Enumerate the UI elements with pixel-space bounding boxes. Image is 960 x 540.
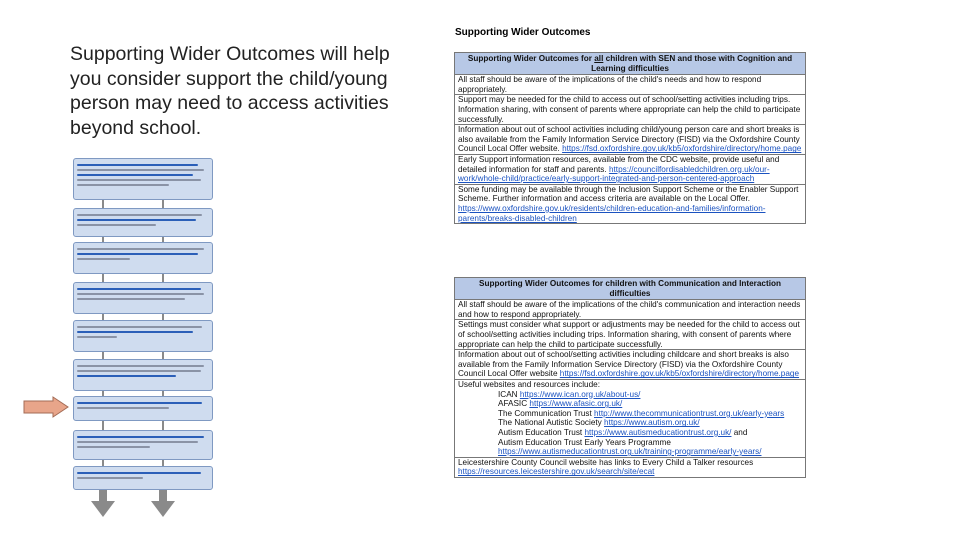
fisd-link[interactable]: https://fsd.oxfordshire.gov.uk/kb5/oxfordshire/directory/home.page <box>559 369 800 379</box>
intro-text: Supporting Wider Outcomes will help you consider support the child/young person may need to access activities beyond school. <box>70 43 390 139</box>
aet-early-years-link[interactable]: https://www.autismeducationtrust.org.uk/training-programme/early-years/ <box>498 447 762 457</box>
leicestershire-link[interactable]: https://resources.leicestershire.gov.uk/search/site/ecat <box>458 467 655 477</box>
table-row: Leicestershire County Council website has links to Every Child a Talker resources https://resources.leicestershire.gov.uk/search/site/ecat <box>455 457 806 477</box>
document-heading: Supporting Wider Outcomes <box>455 27 591 38</box>
flow-step <box>73 359 213 391</box>
table-row: Information about out of school/setting activities including childcare and short breaks is also available from the Family Information Service Directory (FISD) via the Oxfordshire County Council Local Offer website https://fsd.oxfordshire.gov.uk/kb5/oxfordshire/directory/home.page <box>455 350 806 380</box>
table-row: All staff should be aware of the implications of the child's needs and how to respond appropriately. <box>455 75 806 95</box>
table-row: Useful websites and resources include: ICAN https://www.ican.org.uk/about-us/ AFASIC https://www.afasic.org.uk/ The Communication Trust http://www.thecommunicationtrust.org.uk/early-years The National Autistic Society https://www.autism.org.uk/ Autism Education Trust https://www.autismeducationtrust.org.uk/ and Autism Education Trust Early Years Programme https://www.autismeducationtrust.org.uk/training-programme/early-years/ <box>455 379 806 457</box>
resource-item: Autism Education Trust Early Years Programme https://www.autismeducationtrust.org.uk/training-programme/early-years/ <box>498 437 762 457</box>
communication-interaction-table <box>454 277 806 478</box>
table-row: Information about out of school activities including child/young person care and short breaks is also available from the Family Information Service Directory (FISD) via the Oxfordshire County Council Local Offer website. https://fsd.oxfordshire.gov.uk/kb5/oxfordshire/directory/home.page <box>455 125 806 155</box>
flow-step <box>73 158 213 200</box>
table-header: Supporting Wider Outcomes for children with Communication and Interaction difficulties <box>455 278 806 300</box>
resource-item: AFASIC https://www.afasic.org.uk/ <box>498 399 623 409</box>
table-row: Early Support information resources, available from the CDC website, provide useful and detailed information for staff and parents. https://councilfordisabledchildren.org.uk/our-work/whole-child/practice/early-support-integrated-and-person-centered-approach <box>455 154 806 184</box>
table-row: Settings must consider what support or adjustments may be needed for the child to access out of school/setting activities including trips. Information sharing, with consent of parents where appropriate can help the child to participate successfully. <box>455 320 806 350</box>
autism-education-trust-link[interactable]: https://www.autismeducationtrust.org.uk/ <box>584 427 732 437</box>
afasic-link[interactable]: https://www.afasic.org.uk/ <box>529 399 623 409</box>
flow-step <box>73 320 213 352</box>
ican-link[interactable]: https://www.ican.org.uk/about-us/ <box>519 389 641 399</box>
local-offer-link[interactable]: https://www.oxfordshire.gov.uk/residents/children-education-and-families/information-parents/breaks-disabled-children <box>458 203 766 223</box>
table-row: All staff should be aware of the implications of the child's communication and interaction needs and how to respond appropriately. <box>455 300 806 320</box>
flow-step <box>73 282 213 314</box>
cdc-link[interactable]: https://councilfordisabledchildren.org.uk/our-work/whole-child/practice/early-support-integrated-and-person-centered-approach <box>458 164 770 184</box>
fisd-link[interactable]: https://fsd.oxfordshire.gov.uk/kb5/oxfordshire/directory/home.page <box>562 144 802 154</box>
resource-item: The National Autistic Society https://www.autism.org.uk/ <box>498 418 700 428</box>
flow-step <box>73 430 213 460</box>
right-arrow-icon <box>23 396 69 418</box>
resource-item: ICAN https://www.ican.org.uk/about-us/ <box>498 389 641 399</box>
table-row: Support may be needed for the child to access out of school/setting activities including trips. Information sharing, with consent of parents where appropriate can help the child to participate successfully. <box>455 95 806 125</box>
resource-item: The Communication Trust http://www.thecommunicationtrust.org.uk/early-years <box>498 408 785 418</box>
flow-step <box>73 208 213 237</box>
flowchart-thumbnail <box>70 158 215 523</box>
autistic-society-link[interactable]: https://www.autism.org.uk/ <box>604 418 700 428</box>
resource-item: Autism Education Trust https://www.autismeducationtrust.org.uk/ and <box>498 427 748 437</box>
table-header: Supporting Wider Outcomes for all children with SEN and those with Cognition and Learning difficulties <box>455 53 806 75</box>
communication-trust-link[interactable]: http://www.thecommunicationtrust.org.uk/early-years <box>594 408 785 418</box>
table-row: Some funding may be available through the Inclusion Support Scheme or the Enabler Support Scheme. Further information and access criteria are available on the Local Offer. https://www.oxfordshire.gov.uk/residents/children-education-and-families/information-parents/breaks-disabled-children <box>455 184 806 223</box>
flow-step <box>73 466 213 490</box>
down-arrow-icon <box>151 501 175 517</box>
flow-step <box>73 242 213 274</box>
cognition-learning-table <box>454 52 806 224</box>
flow-step-highlighted <box>73 396 213 421</box>
down-arrow-icon <box>91 501 115 517</box>
